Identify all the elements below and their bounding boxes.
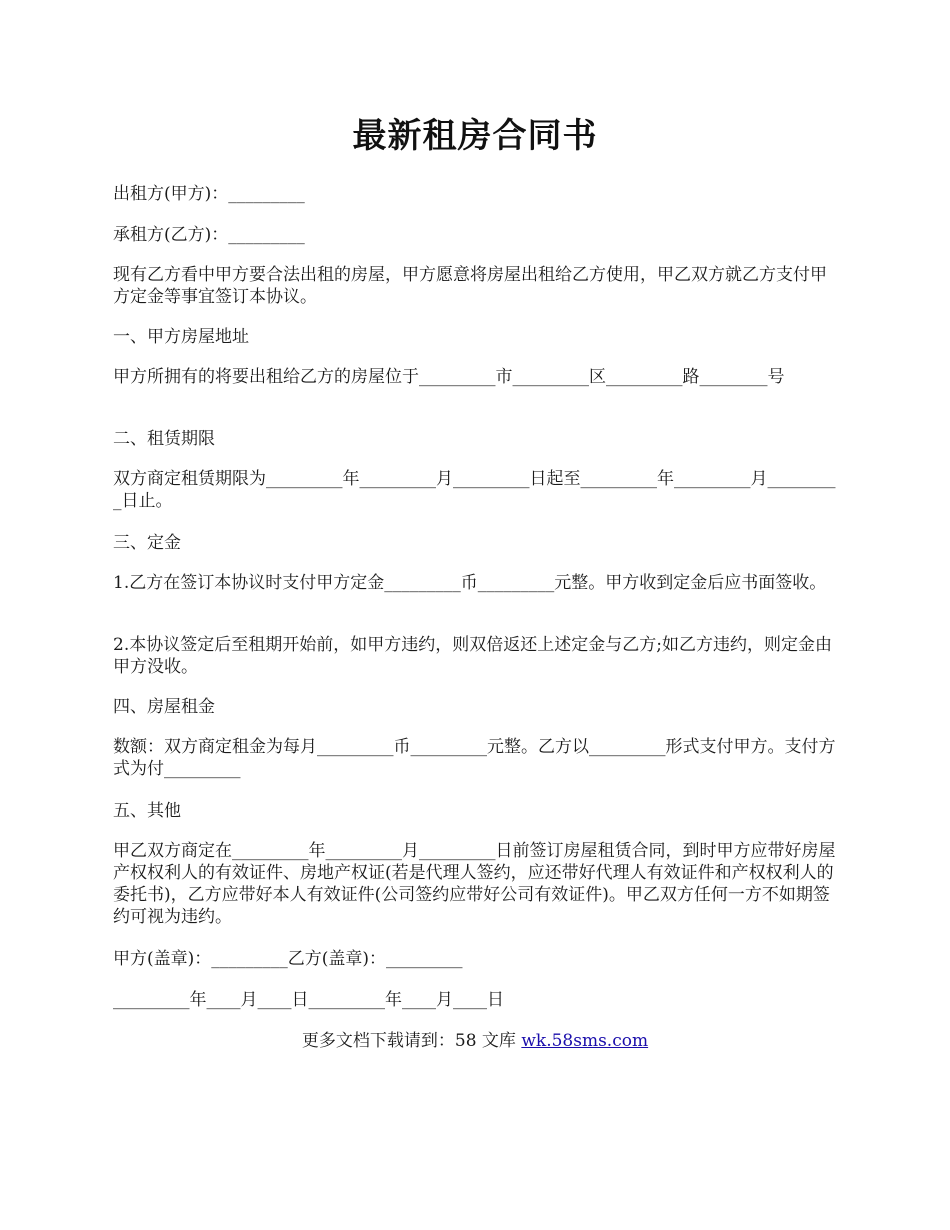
lessor-line: 出租方(甲方)：_________: [113, 184, 305, 204]
section4-heading: 四、房屋租金: [113, 697, 215, 717]
footer-link[interactable]: wk.58sms.com: [521, 1031, 649, 1051]
lessee-line: 承租方(乙方)：_________: [113, 225, 305, 245]
intro-paragraph: 现有乙方看中甲方要合法出租的房屋，甲方愿意将房屋出租给乙方使用，甲乙双方就乙方支付甲方定金等事宜签订本协议。: [113, 265, 827, 307]
section1-heading: 一、甲方房屋地址: [113, 327, 249, 347]
section3-heading: 三、定金: [113, 533, 181, 553]
section2-heading: 二、租赁期限: [113, 429, 215, 449]
footer-text: 更多文档下载请到：58 文库: [301, 1031, 522, 1051]
section4-text: 数额：双方商定租金为每月_________币_________元整。乙方以_________形式支付甲方。支付方式为付_________: [113, 737, 836, 779]
section3-item1: 1.乙方在签订本协议时支付甲方定金_________币_________元整。甲方收到定金后应书面签收。: [113, 573, 827, 593]
section3-item2: 2.本协议签定后至租期开始前，如甲方违约，则双倍返还上述定金与乙方;如乙方违约，则定金由甲方没收。: [113, 635, 832, 677]
date-line: _________年____月____日_________年____月____日: [113, 990, 504, 1010]
section2-text: 双方商定租赁期限为_________年_________月_________日起至_________年_________月_________日止。: [113, 469, 836, 511]
section1-text: 甲方所拥有的将要出租给乙方的房屋位于_________市_________区_________路________号: [113, 367, 785, 387]
footer: [0, 1030, 950, 1052]
section5-text: 甲乙双方商定在_________年_________月_________日前签订房屋租赁合同，到时甲方应带好房屋产权权利人的有效证件、房地产权证(若是代理人签约，应还带好代理人有效证件和产权权利人的委托书)，乙方应带好本人有效证件(公司签约应带好公司有效证件)。甲乙双方任何一方不如期签约可视为违约。: [113, 841, 836, 927]
document-title: 最新租房合同书: [352, 116, 598, 156]
section5-heading: 五、其他: [113, 801, 181, 821]
signature-line: 甲方(盖章)：_________乙方(盖章)：_________: [113, 949, 463, 969]
